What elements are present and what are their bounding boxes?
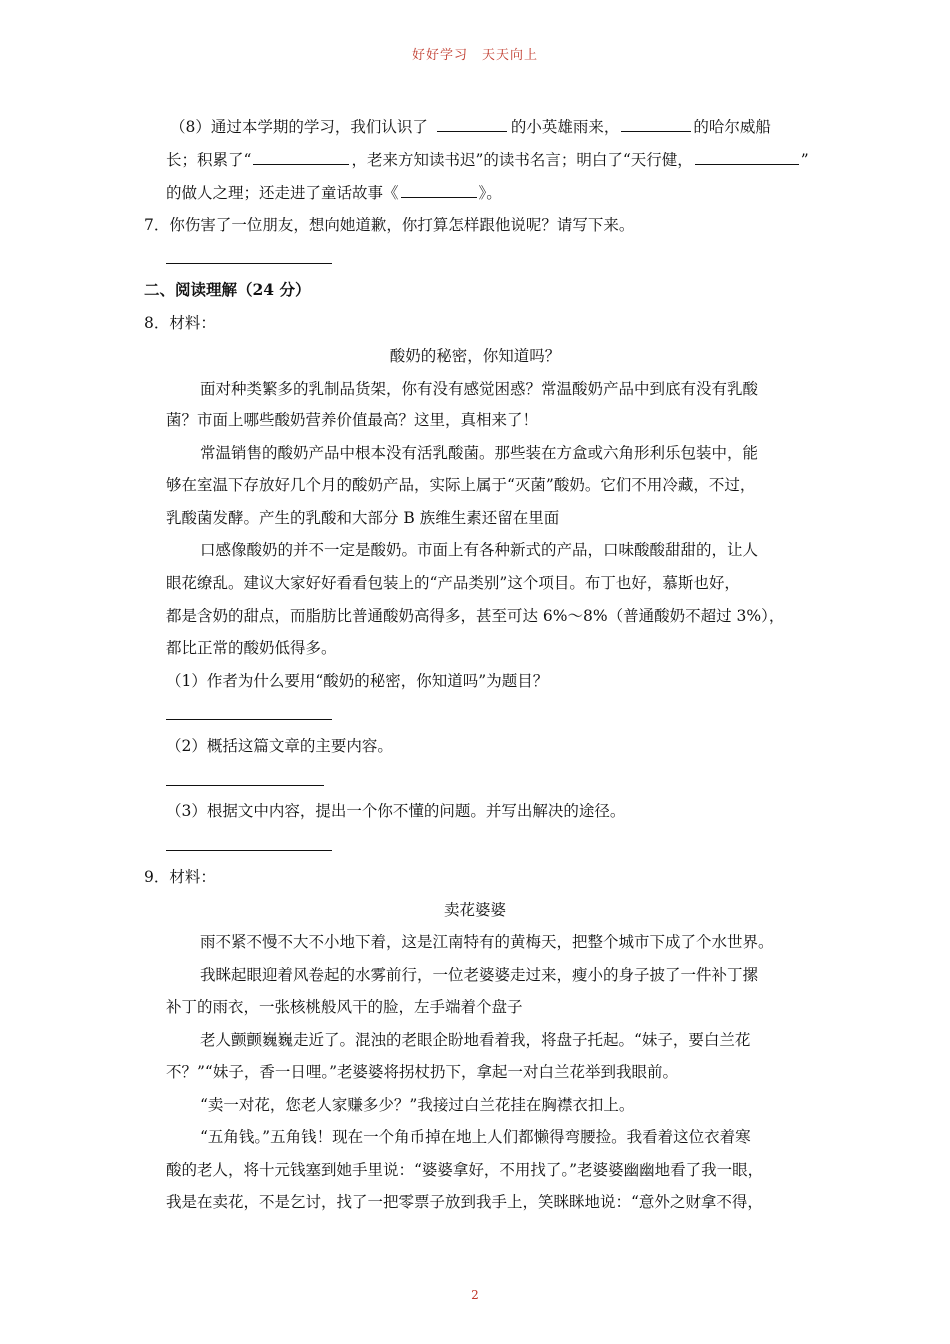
q8-p3-line1: 口感像酸奶的并不一定是酸奶。市面上有各种新式的产品，口味酸酸甜甜的，让人 <box>200 541 759 559</box>
q9-p4: “卖一对花，您老人家赚多少？”我接过白兰花挂在胸襟衣扣上。 <box>200 1096 635 1114</box>
q9-p5-line3: 我是在卖花，不是乞讨，找了一把零票子放到我手上，笑眯眯地说：“意外之财拿不得， <box>166 1193 763 1211</box>
fill-blank[interactable] <box>401 181 477 198</box>
fill-blank[interactable] <box>621 115 691 132</box>
q6-8-text: 的哈尔威船 <box>693 118 771 136</box>
q7-text: 7．你伤害了一位朋友，想向她道歉，你打算怎样跟他说呢？请写下来。 <box>144 216 635 234</box>
q8-label: 8．材料： <box>144 314 216 332</box>
q8-p2-line2: 够在室温下存放好几个月的酸奶产品，实际上属于“灭菌”酸奶。它们不用冷藏，不过， <box>166 476 756 494</box>
fill-blank[interactable] <box>437 115 507 132</box>
q9-p1: 雨不紧不慢不大不小地下着，这是江南特有的黄梅天，把整个城市下成了个水世界。 <box>200 933 774 951</box>
q6-8-text: ，老来方知读书迟”的读书名言；明白了“天行健， <box>351 151 693 169</box>
fill-blank[interactable] <box>253 148 349 165</box>
header-right: 天天向上 <box>482 48 539 63</box>
q9-p3-line2: 不？”“妹子，香一日哩。”老婆婆将拐杖扔下，拿起一对白兰花举到我眼前。 <box>166 1063 679 1081</box>
section-title: 二、阅读理解（24 分） <box>144 280 311 299</box>
q8-p3-line2: 眼花缭乱。建议大家好好看看包装上的“产品类别”这个项目。布丁也好，慕斯也好， <box>166 574 740 592</box>
q6-8-line1 <box>170 115 771 138</box>
q9-p5-line2: 酸的老人，将十元钱塞到她手里说：“婆婆拿好，不用找了。”老婆婆幽幽地看了我一眼， <box>166 1161 764 1179</box>
answer-line[interactable] <box>166 785 324 786</box>
q6-8-text: 的小英雄雨来， <box>510 118 620 136</box>
header-left: 好好学习 <box>411 48 468 63</box>
answer-line[interactable] <box>166 850 332 851</box>
q6-8-text: 的做人之理；还走进了童话故事《 <box>166 184 399 202</box>
q8-p2-line1: 常温销售的酸奶产品中根本没有活乳酸菌。那些装在方盒或六角形利乐包装中，能 <box>200 444 759 462</box>
q8-sub1: （1）作者为什么要用“酸奶的秘密，你知道吗”为题目？ <box>166 672 549 690</box>
q8-sub2: （2）概括这篇文章的主要内容。 <box>166 737 393 755</box>
q9-p2-line2: 补丁的雨衣，一张核桃般风干的脸，左手端着个盘子 <box>166 998 523 1016</box>
q6-8-text: （8）通过本学期的学习，我们认识了 <box>170 118 428 136</box>
q9-p2-line1: 我眯起眼迎着风卷起的水雾前行，一位老婆婆走过来，瘦小的身子披了一件补丁摞 <box>200 966 759 984</box>
answer-line[interactable] <box>166 719 332 720</box>
page-header <box>0 44 950 63</box>
q6-8-line3 <box>166 181 502 204</box>
q6-8-line2 <box>166 148 809 171</box>
q9-p3-line1: 老人颤颤巍巍走近了。混浊的老眼企盼地看着我，将盘子托起。“妹子，要白兰花 <box>200 1031 751 1049</box>
q8-p1-line1: 面对种类繁多的乳制品货架，你有没有感觉困惑？常温酸奶产品中到底有没有乳酸 <box>200 380 759 398</box>
q6-8-text: 长；积累了“ <box>166 151 252 169</box>
q9-p5-line1: “五角钱。”五角钱！现在一个角币掉在地上人们都懒得弯腰捡。我看着这位衣着寒 <box>200 1128 751 1146</box>
q8-p2-line3: 乳酸菌发酵。产生的乳酸和大部分 B 族维生素还留在里面 <box>166 509 560 527</box>
fill-blank[interactable] <box>695 148 799 165</box>
q8-sub3: （3）根据文中内容，提出一个你不懂的问题。并写出解决的途径。 <box>166 802 626 820</box>
q6-8-text: ” <box>800 151 809 169</box>
answer-line[interactable] <box>166 263 332 264</box>
q6-8-text: 》。 <box>478 184 502 202</box>
page-number: 2 <box>471 1288 479 1302</box>
q8-p1-line2: 菌？市面上哪些酸奶营养价值最高？这里，真相来了！ <box>166 411 539 429</box>
q9-label: 9．材料： <box>144 868 216 886</box>
q8-passage-title: 酸奶的秘密，你知道吗？ <box>389 347 561 365</box>
q8-p3-line4: 都比正常的酸奶低得多。 <box>166 639 337 657</box>
q9-passage-title: 卖花婆婆 <box>443 901 506 919</box>
q8-p3-line3: 都是含奶的甜点，而脂肪比普通酸奶高得多，甚至可达 6%～8%（普通酸奶不超过 3%）， <box>166 607 785 625</box>
